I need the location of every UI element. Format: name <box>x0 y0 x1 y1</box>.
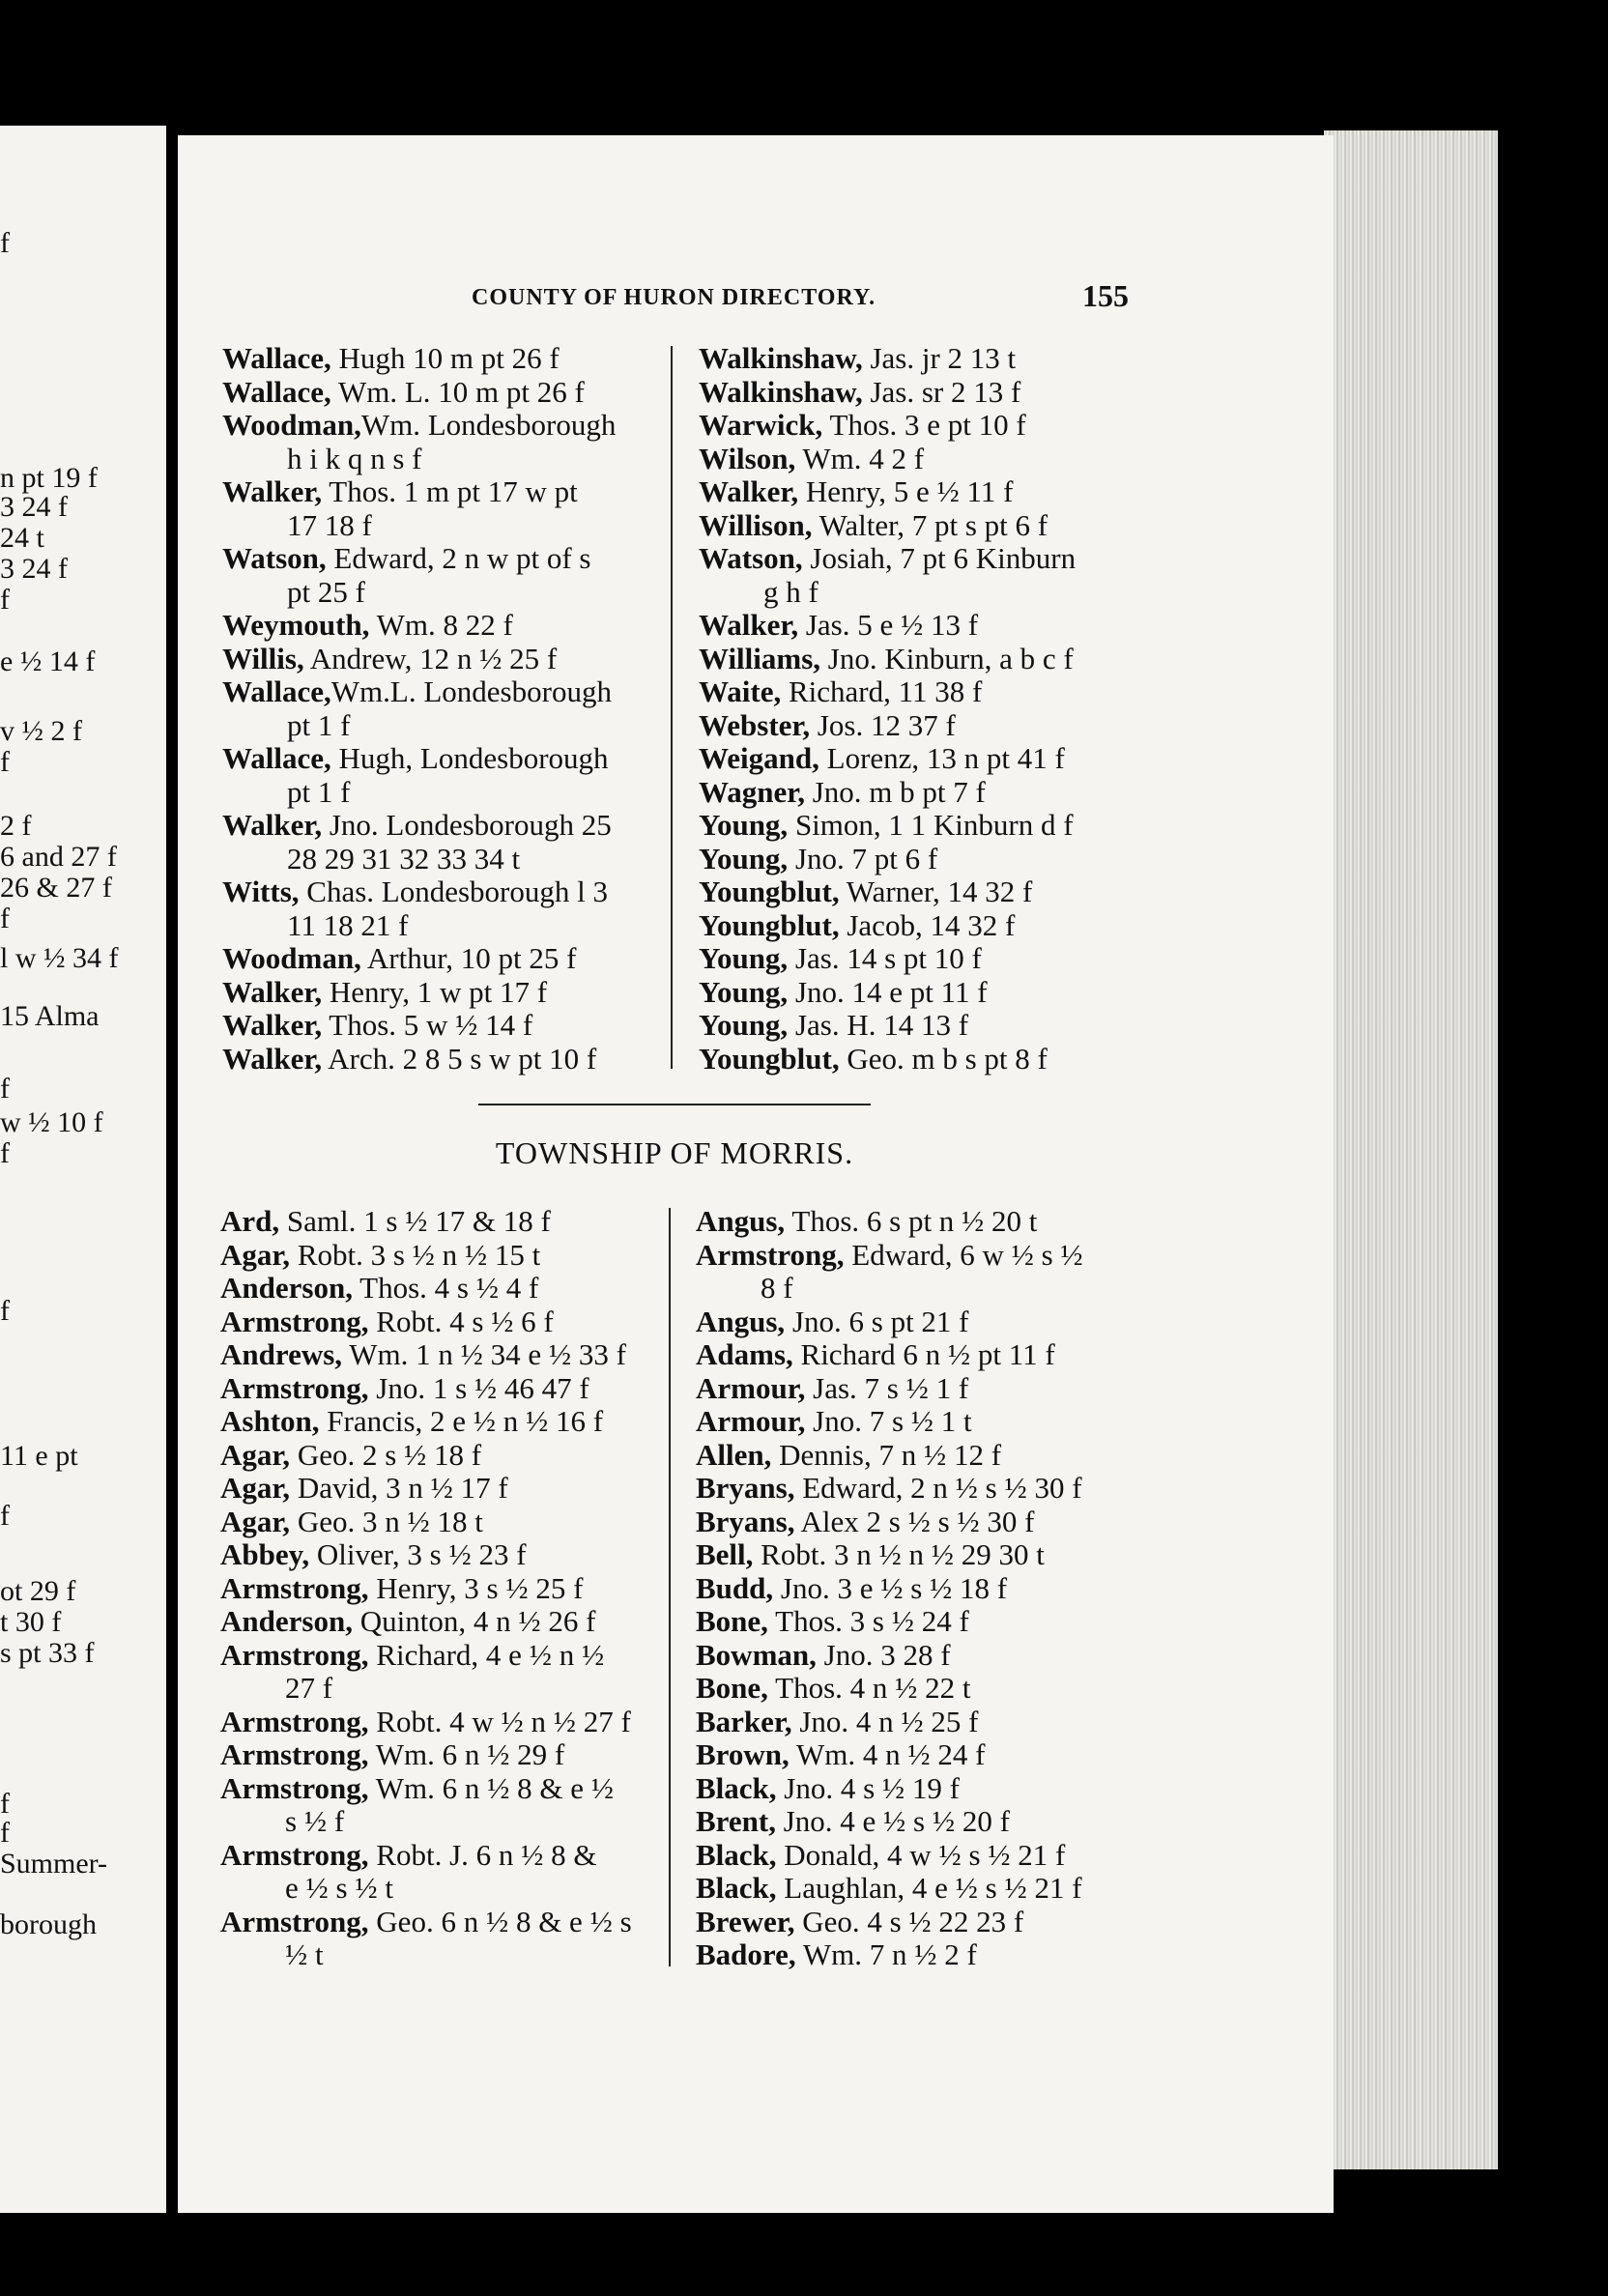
directory-entry <box>699 1043 1153 1076</box>
entry-surname: Armstrong, <box>220 1770 369 1805</box>
facing-page-fragment: e ½ 14 f <box>0 646 96 677</box>
entry-details: Robt. J. 6 n ½ 8 & <box>368 1837 597 1872</box>
entry-surname: Brent, <box>696 1804 776 1838</box>
facing-page-fragment: f <box>0 584 10 616</box>
directory-entry <box>696 1805 1150 1839</box>
directory-entry <box>699 376 1153 410</box>
directory-entry <box>699 542 1153 576</box>
entry-surname: Wallace, <box>222 674 331 708</box>
entry-surname: Young, <box>699 1008 789 1042</box>
facing-page-fragment: borough <box>0 1909 97 1940</box>
entry-surname: Anderson, <box>220 1604 353 1638</box>
section2-left-column <box>220 1205 675 1972</box>
entry-details: Wm. 8 22 f <box>369 608 513 642</box>
entry-details: Wm.L. Londesborough <box>330 674 612 708</box>
entry-continuation: g h f <box>763 574 818 609</box>
facing-page-fragment: n pt 19 f <box>0 462 98 494</box>
directory-entry <box>699 709 1153 743</box>
entry-details: Jno. Kinburn, a b c f <box>820 641 1074 675</box>
directory-entry <box>696 1706 1150 1739</box>
directory-entry <box>222 1009 676 1043</box>
directory-entry <box>699 609 1153 643</box>
directory-entry <box>222 475 676 509</box>
entry-details: Jno. 7 pt 6 f <box>788 841 938 875</box>
entry-continuation: ½ t <box>285 1937 324 1971</box>
entry-surname: Wallace, <box>222 374 331 409</box>
entry-continuation: 8 f <box>761 1271 793 1305</box>
entry-details: Thos. 4 s ½ 4 f <box>352 1271 539 1305</box>
entry-surname: Weigand, <box>699 741 819 775</box>
entry-surname: Armstrong, <box>220 1637 369 1672</box>
directory-entry <box>222 809 676 843</box>
page-edges <box>1324 130 1498 2169</box>
entry-details: Jno. 3 e ½ s ½ 18 f <box>773 1570 1008 1605</box>
entry-surname: Walker, <box>222 474 323 508</box>
entry-surname: Agar, <box>220 1437 291 1472</box>
entry-continuation: pt 1 f <box>287 707 351 742</box>
entry-surname: Walker, <box>222 1008 323 1042</box>
directory-entry <box>696 1239 1150 1273</box>
directory-entry <box>220 1572 675 1606</box>
entry-details: Jas. H. 14 13 f <box>788 1008 969 1042</box>
entry-continuation: 11 18 21 f <box>287 907 409 942</box>
directory-entry <box>222 742 676 776</box>
directory-entry <box>696 1306 1150 1339</box>
directory-entry <box>696 1572 1150 1606</box>
entry-surname: Budd, <box>696 1570 774 1605</box>
entry-details: Geo. m b s pt 8 f <box>839 1041 1048 1076</box>
entry-details: Richard 6 n ½ pt 11 f <box>792 1337 1055 1371</box>
entry-details: Jno. 6 s pt 21 f <box>785 1304 969 1338</box>
entry-details: Francis, 2 e ½ n ½ 16 f <box>319 1404 604 1438</box>
entry-details: Jno. Londesborough 25 <box>322 808 612 842</box>
entry-surname: Badore, <box>696 1937 796 1971</box>
entry-surname: Williams, <box>699 641 821 675</box>
entry-details: Wm. 6 n ½ 8 & e ½ <box>368 1770 614 1805</box>
page-number: 155 <box>1082 278 1129 313</box>
entry-details: Jno. 1 s ½ 46 47 f <box>368 1370 589 1405</box>
entry-details: Warner, 14 32 f <box>839 875 1033 908</box>
entry-details: Geo. 2 s ½ 18 f <box>290 1437 482 1472</box>
entry-surname: Ashton, <box>220 1404 320 1438</box>
facing-page-fragment: f <box>0 227 10 259</box>
entry-details: Saml. 1 s ½ 17 & 18 f <box>279 1204 551 1238</box>
entry-surname: Wallace, <box>222 741 331 775</box>
entry-details: Jacob, 14 32 f <box>839 907 1016 942</box>
entry-details: Donald, 4 w ½ s ½ 21 f <box>776 1837 1066 1872</box>
entry-details: Dennis, 7 n ½ 12 f <box>771 1437 1002 1472</box>
entry-details: Jas. 14 s pt 10 f <box>788 941 982 975</box>
entry-details: Thos. 3 s ½ 24 f <box>767 1604 969 1638</box>
directory-entry <box>699 809 1153 843</box>
entry-surname: Wagner, <box>699 774 805 809</box>
directory-entry <box>699 976 1153 1010</box>
directory-entry <box>696 1506 1150 1539</box>
directory-entry <box>220 1605 675 1639</box>
entry-surname: Armstrong, <box>220 1304 369 1338</box>
entry-details: Thos. 3 e pt 10 f <box>822 408 1026 442</box>
entry-surname: Wilson, <box>699 441 796 475</box>
directory-entry <box>222 542 676 576</box>
entry-surname: Black, <box>696 1837 777 1872</box>
entry-surname: Armstrong, <box>220 1737 369 1771</box>
directory-entry <box>696 1906 1150 1939</box>
entry-details: Oliver, 3 s ½ 23 f <box>309 1537 527 1571</box>
entry-details: Alex 2 s ½ s ½ 30 f <box>794 1504 1035 1538</box>
directory-entry <box>696 1338 1150 1372</box>
directory-entry <box>222 409 676 443</box>
entry-details: Richard, 11 38 f <box>781 674 983 708</box>
directory-entry <box>220 1439 675 1473</box>
entry-continuation: 28 29 31 32 33 34 t <box>287 841 521 875</box>
section-title: TOWNSHIP OF MORRIS. <box>495 1135 854 1170</box>
facing-page-fragment: 15 Alma <box>0 1000 100 1032</box>
entry-surname: Angus, <box>696 1304 786 1338</box>
facing-page-fragment: 6 and 27 f <box>0 841 117 873</box>
entry-details: Simon, 1 1 Kinburn d f <box>788 808 1074 842</box>
entry-continuation: 27 f <box>285 1671 333 1705</box>
facing-page-fragment: s pt 33 f <box>0 1637 95 1669</box>
entry-surname: Waite, <box>699 674 782 708</box>
facing-page-fragment: ot 29 f <box>0 1575 76 1607</box>
entry-surname: Bone, <box>696 1671 768 1705</box>
directory-entry <box>220 1772 675 1806</box>
entry-surname: Young, <box>699 841 789 875</box>
entry-details: Jno. 3 28 f <box>816 1637 951 1672</box>
entry-continuation: pt 1 f <box>287 774 351 809</box>
entry-details: Thos. 5 w ½ 14 f <box>322 1008 533 1042</box>
entry-surname: Armstrong, <box>220 1904 369 1938</box>
facing-page-fragment: 2 f <box>0 810 32 842</box>
facing-page-fragment: v ½ 2 f <box>0 715 82 747</box>
directory-entry <box>220 1405 675 1439</box>
entry-details: Robt. 3 s ½ n ½ 15 t <box>290 1237 541 1272</box>
entry-surname: Armour, <box>696 1404 806 1438</box>
directory-entry <box>220 1906 675 1939</box>
entry-details: Jas. 7 s ½ 1 f <box>805 1370 969 1405</box>
entry-surname: Witts, <box>222 875 300 908</box>
section1-right-column <box>699 342 1153 1076</box>
directory-entry <box>220 1272 675 1306</box>
facing-page-fragment: l w ½ 34 f <box>0 942 119 974</box>
directory-entry <box>220 1538 675 1572</box>
entry-details: Henry, 3 s ½ 25 f <box>368 1570 584 1605</box>
entry-details: Edward, 6 w ½ s ½ <box>844 1237 1083 1272</box>
column-divider <box>669 1208 671 1966</box>
facing-page-fragment: 3 24 f <box>0 553 68 585</box>
entry-details: Arthur, 10 pt 25 f <box>360 941 577 975</box>
entry-surname: Willis, <box>222 641 304 675</box>
entry-surname: Watson, <box>222 541 327 575</box>
entry-details: Andrew, 12 n ½ 25 f <box>303 641 558 675</box>
entry-continuation: pt 25 f <box>287 574 365 609</box>
entry-surname: Barker, <box>696 1704 792 1738</box>
entry-surname: Agar, <box>220 1504 291 1538</box>
entry-continuation: s ½ f <box>285 1804 345 1838</box>
facing-page-fragment: t 30 f <box>0 1606 62 1638</box>
entry-details: Jno. 4 e ½ s ½ 20 f <box>775 1804 1010 1838</box>
entry-details: Wm. 4 2 f <box>795 441 925 475</box>
entry-surname: Walker, <box>699 474 799 508</box>
directory-entry <box>220 1472 675 1506</box>
directory-entry <box>222 875 676 909</box>
entry-details: Wm. 4 n ½ 24 f <box>789 1737 986 1771</box>
entry-details: Arch. 2 8 5 s w pt 10 f <box>322 1041 597 1076</box>
directory-entry <box>222 976 676 1010</box>
entry-surname: Walkinshaw, <box>699 341 863 375</box>
facing-page-fragment: w ½ 10 f <box>0 1106 103 1138</box>
facing-page-fragment: f <box>0 1073 10 1105</box>
facing-page-fragment: f <box>0 1137 10 1169</box>
directory-entry <box>699 1009 1153 1043</box>
entry-surname: Anderson, <box>220 1271 353 1305</box>
entry-surname: Adams, <box>696 1337 793 1371</box>
directory-entry <box>696 1639 1150 1673</box>
facing-page-fragment: 3 24 f <box>0 491 68 523</box>
directory-entry <box>222 942 676 976</box>
entry-surname: Brewer, <box>696 1904 795 1938</box>
entry-details: Hugh 10 m pt 26 f <box>330 341 560 375</box>
entry-surname: Walker, <box>222 974 323 1009</box>
directory-entry <box>699 742 1153 776</box>
facing-page-fragment: f <box>0 746 10 778</box>
entry-surname: Walkinshaw, <box>699 374 863 409</box>
directory-entry <box>222 643 676 676</box>
entry-surname: Agar, <box>220 1237 291 1272</box>
entry-details: Jno. 7 s ½ 1 t <box>805 1404 972 1438</box>
entry-details: Jno. 4 s ½ 19 f <box>776 1770 960 1805</box>
directory-entry <box>699 875 1153 909</box>
directory-entry <box>220 1239 675 1273</box>
entry-details: David, 3 n ½ 17 f <box>290 1471 508 1505</box>
directory-entry <box>696 1738 1150 1772</box>
directory-entry <box>220 1706 675 1739</box>
entry-surname: Bone, <box>696 1604 768 1638</box>
directory-entry <box>699 509 1153 543</box>
facing-page-fragment: 26 & 27 f <box>0 872 112 904</box>
entry-details: Henry, 1 w pt 17 f <box>322 974 548 1009</box>
entry-continuation: h i k q n s f <box>287 441 422 475</box>
directory-entry <box>699 843 1153 876</box>
directory-entry <box>696 1405 1150 1439</box>
directory-entry <box>696 1472 1150 1506</box>
entry-surname: Black, <box>696 1770 777 1805</box>
entry-details: Chas. Londesborough l 3 <box>299 875 608 908</box>
directory-entry <box>699 409 1153 443</box>
left-page-fragment <box>0 126 166 2213</box>
directory-entry <box>696 1872 1150 1906</box>
entry-surname: Bryans, <box>696 1471 795 1505</box>
entry-details: Wm. 1 n ½ 34 e ½ 33 f <box>342 1337 626 1371</box>
entry-details: Laughlan, 4 e ½ s ½ 21 f <box>776 1871 1082 1905</box>
directory-entry <box>699 342 1153 376</box>
entry-surname: Armstrong, <box>220 1837 369 1872</box>
directory-entry <box>222 342 676 376</box>
entry-surname: Warwick, <box>699 408 823 442</box>
column-divider <box>671 346 673 1069</box>
facing-page-fragment: Summer- <box>0 1848 108 1880</box>
entry-details: Wm. L. 10 m pt 26 f <box>330 374 585 409</box>
entry-surname: Weymouth, <box>222 608 370 642</box>
entry-details: Walter, 7 pt s pt 6 f <box>812 507 1048 542</box>
directory-entry <box>220 1372 675 1406</box>
entry-details: Jas. sr 2 13 f <box>862 374 1021 409</box>
entry-details: Geo. 6 n ½ 8 & e ½ s <box>368 1904 632 1938</box>
entry-surname: Armstrong, <box>220 1370 369 1405</box>
entry-surname: Armstrong, <box>696 1237 845 1272</box>
entry-details: Geo. 4 s ½ 22 23 f <box>794 1904 1024 1938</box>
entry-details: Thos. 6 s pt n ½ 20 t <box>785 1204 1038 1238</box>
entry-surname: Wallace, <box>222 341 331 375</box>
entry-continuation: 17 18 f <box>287 507 372 542</box>
entry-surname: Youngblut, <box>699 875 840 908</box>
entry-details: Robt. 4 w ½ n ½ 27 f <box>368 1704 631 1738</box>
facing-page-fragment: f <box>0 1788 10 1820</box>
entry-surname: Abbey, <box>220 1537 310 1571</box>
directory-entry <box>220 1306 675 1339</box>
directory-entry <box>222 609 676 643</box>
entry-surname: Youngblut, <box>699 1041 840 1076</box>
directory-entry <box>220 1738 675 1772</box>
entry-surname: Agar, <box>220 1471 291 1505</box>
entry-surname: Walker, <box>222 1041 323 1076</box>
entry-details: Josiah, 7 pt 6 Kinburn <box>802 541 1077 575</box>
entry-details: Thos. 1 m pt 17 w pt <box>322 474 578 508</box>
directory-entry <box>696 1772 1150 1806</box>
entry-details: Jno. 4 n ½ 25 f <box>791 1704 979 1738</box>
entry-details: Wm. 6 n ½ 29 f <box>368 1737 565 1771</box>
entry-surname: Black, <box>696 1871 777 1905</box>
directory-entry <box>222 376 676 410</box>
entry-surname: Watson, <box>699 541 803 575</box>
entry-surname: Youngblut, <box>699 907 840 942</box>
directory-entry <box>699 942 1153 976</box>
entry-surname: Young, <box>699 808 789 842</box>
directory-entry <box>220 1839 675 1873</box>
entry-details: Edward, 2 n w pt of s <box>326 541 591 575</box>
facing-page-fragment: 24 t <box>0 522 44 554</box>
entry-surname: Brown, <box>696 1737 790 1771</box>
entry-details: Wm. 7 n ½ 2 f <box>795 1937 977 1971</box>
entry-surname: Bell, <box>696 1537 754 1571</box>
section1-left-column <box>222 342 676 1076</box>
directory-entry <box>699 909 1153 943</box>
directory-entry <box>699 443 1153 476</box>
directory-entry <box>699 475 1153 509</box>
entry-surname: Walker, <box>699 608 799 642</box>
entry-surname: Armour, <box>696 1370 806 1405</box>
entry-details: Jos. 12 37 f <box>810 707 956 742</box>
entry-details: Edward, 2 n ½ s ½ 30 f <box>794 1471 1082 1505</box>
directory-entry <box>696 1439 1150 1473</box>
facing-page-fragment: f <box>0 903 10 934</box>
directory-entry <box>220 1205 675 1239</box>
facing-page-fragment: f <box>0 1817 10 1849</box>
entry-surname: Andrews, <box>220 1337 343 1371</box>
directory-entry <box>220 1338 675 1372</box>
entry-details: Jno. 14 e pt 11 f <box>788 974 988 1009</box>
entry-details: Wm. Londesborough <box>360 408 617 442</box>
directory-entry <box>696 1205 1150 1239</box>
entry-surname: Angus, <box>696 1204 786 1238</box>
entry-surname: Willison, <box>699 507 813 542</box>
entry-surname: Bowman, <box>696 1637 817 1672</box>
entry-details: Jas. jr 2 13 t <box>862 341 1017 375</box>
section-rule <box>478 1104 871 1105</box>
directory-entry <box>699 776 1153 810</box>
entry-surname: Ard, <box>220 1204 280 1238</box>
section2-right-column <box>696 1205 1150 1972</box>
entry-details: Richard, 4 e ½ n ½ <box>368 1637 605 1672</box>
directory-entry <box>699 643 1153 676</box>
entry-details: Henry, 5 e ½ 11 f <box>798 474 1014 508</box>
entry-details: Jas. 5 e ½ 13 f <box>798 608 979 642</box>
entry-surname: Webster, <box>699 707 811 742</box>
entry-surname: Armstrong, <box>220 1570 369 1605</box>
entry-surname: Allen, <box>696 1437 772 1472</box>
directory-entry <box>696 1839 1150 1873</box>
directory-entry <box>696 1538 1150 1572</box>
entry-details: Quinton, 4 n ½ 26 f <box>352 1604 596 1638</box>
entry-continuation: e ½ s ½ t <box>285 1871 393 1905</box>
entry-surname: Walker, <box>222 808 323 842</box>
directory-entry <box>696 1605 1150 1639</box>
entry-details: Geo. 3 n ½ 18 t <box>290 1504 483 1538</box>
entry-surname: Armstrong, <box>220 1704 369 1738</box>
directory-entry <box>696 1938 1150 1972</box>
running-header: COUNTY OF HURON DIRECTORY. <box>472 285 876 310</box>
directory-entry <box>699 675 1153 709</box>
facing-page-fragment: f <box>0 1295 10 1327</box>
directory-entry <box>696 1672 1150 1706</box>
entry-surname: Young, <box>699 941 789 975</box>
directory-entry <box>696 1372 1150 1406</box>
entry-details: Robt. 4 s ½ 6 f <box>368 1304 554 1338</box>
entry-details: Thos. 4 n ½ 22 t <box>767 1671 971 1705</box>
entry-surname: Bryans, <box>696 1504 795 1538</box>
entry-details: Jno. m b pt 7 f <box>804 774 986 809</box>
entry-surname: Woodman, <box>222 941 361 975</box>
directory-entry <box>220 1639 675 1673</box>
entry-details: Lorenz, 13 n pt 41 f <box>818 741 1065 775</box>
directory-entry <box>222 1043 676 1076</box>
facing-page-fragment: f <box>0 1500 10 1532</box>
directory-entry <box>220 1506 675 1539</box>
directory-entry <box>222 675 676 709</box>
entry-surname: Woodman, <box>222 408 361 442</box>
entry-details: Robt. 3 n ½ n ½ 29 30 t <box>753 1537 1045 1571</box>
entry-details: Hugh, Londesborough <box>330 741 609 775</box>
entry-surname: Young, <box>699 974 789 1009</box>
facing-page-fragment: 11 e pt <box>0 1440 78 1472</box>
book-gutter <box>166 0 178 2296</box>
